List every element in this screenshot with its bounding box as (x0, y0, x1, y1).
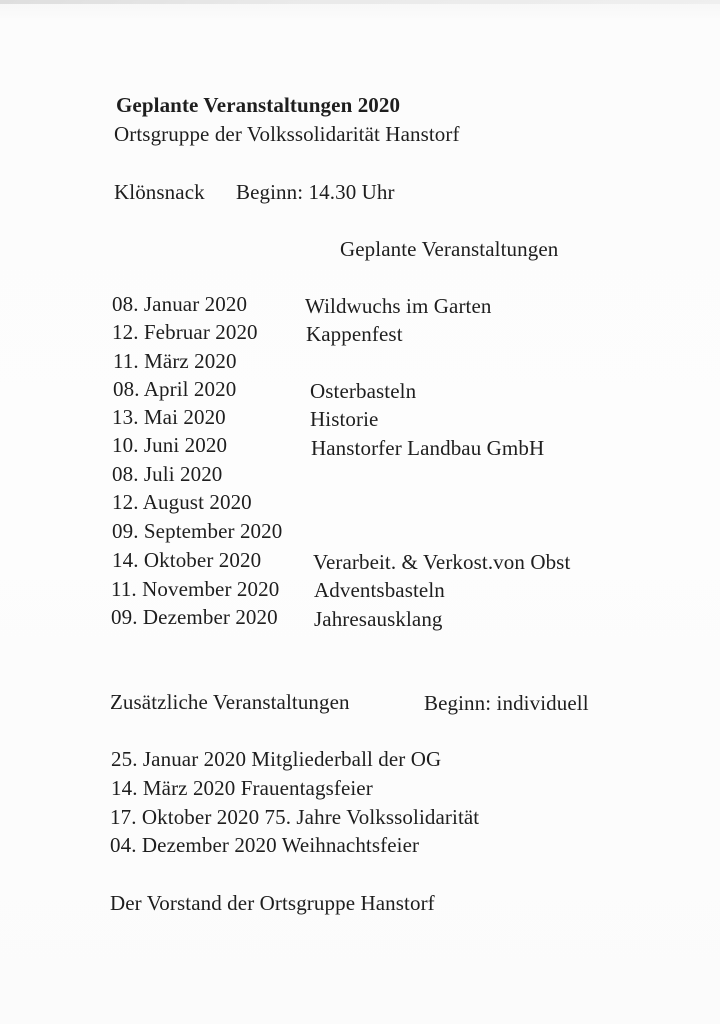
event-title: Hanstorfer Landbau GmbH (311, 436, 545, 460)
scan-edge (0, 0, 720, 4)
kloensnack-beginn: Beginn: 14.30 Uhr (236, 180, 395, 204)
additional-event: 17. Oktober 2020 75. Jahre Volkssolidarität (110, 805, 480, 829)
event-date: 14. Oktober 2020 (112, 548, 262, 572)
event-title: Wildwuchs im Garten (305, 294, 492, 318)
event-date: 11. März 2020 (113, 349, 237, 373)
document-title: Geplante Veranstaltungen 2020 (116, 93, 401, 117)
event-date: 12. Februar 2020 (112, 320, 258, 344)
event-date: 09. Dezember 2020 (111, 605, 278, 629)
event-date: 10. Juni 2020 (112, 433, 228, 457)
kloensnack-label: Klönsnack (114, 180, 205, 204)
additional-event: 14. März 2020 Frauentagsfeier (111, 776, 373, 800)
event-date: 11. November 2020 (111, 577, 280, 601)
event-date: 08. April 2020 (113, 377, 237, 401)
additional-event: 25. Januar 2020 Mitgliederball der OG (111, 747, 442, 771)
event-date: 08. Juli 2020 (112, 462, 223, 486)
event-title: Jahresausklang (314, 607, 443, 631)
event-date: 13. Mai 2020 (112, 405, 226, 429)
event-title: Historie (310, 407, 379, 431)
event-date: 08. Januar 2020 (112, 292, 248, 316)
planned-events-heading: Geplante Veranstaltungen (340, 237, 559, 261)
event-date: 12. August 2020 (112, 490, 252, 514)
document-footer: Der Vorstand der Ortsgruppe Hanstorf (110, 891, 435, 915)
event-title: Adventsbasteln (314, 578, 445, 602)
event-title: Kappenfest (306, 322, 403, 346)
document-subtitle: Ortsgruppe der Volkssolidarität Hanstorf (114, 122, 460, 146)
additional-events-heading: Zusätzliche Veranstaltungen (110, 690, 350, 714)
additional-event: 04. Dezember 2020 Weihnachtsfeier (110, 833, 420, 857)
event-title: Osterbasteln (310, 379, 417, 403)
event-date: 09. September 2020 (112, 519, 283, 543)
event-title: Verarbeit. & Verkost.von Obst (313, 550, 571, 574)
additional-events-beginn: Beginn: individuell (424, 691, 589, 715)
